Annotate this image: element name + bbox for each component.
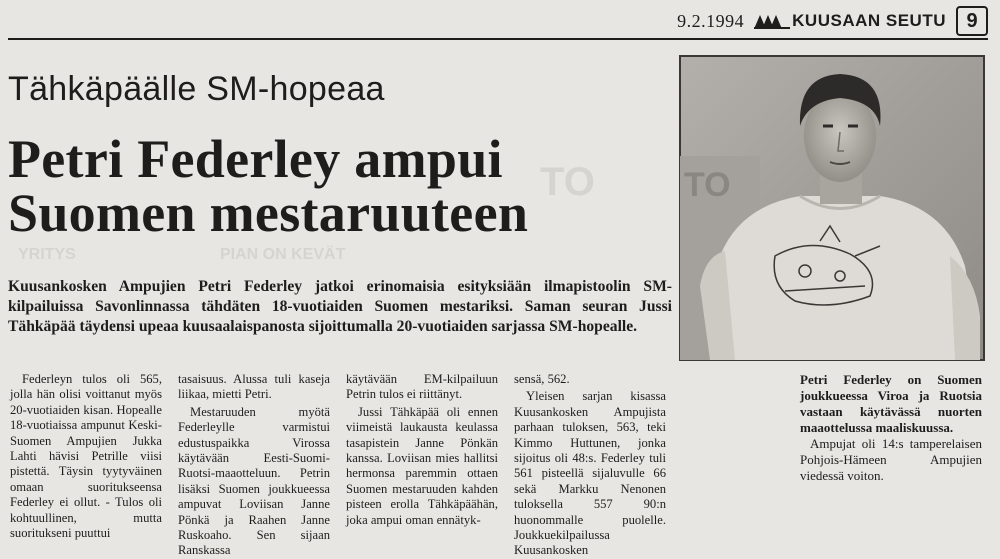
body-column-4: [514, 372, 666, 558]
paragraph: Yleisen sarjan kisassa Kuusankosken Ampujista parhaan tuloksen, 563, teki Kimmo Huttunen, jonka sijoitus oli 48:s. Federley tuli 561 pisteellä sijaluvulle 66 sekä Markku Nenonen tuloksella 557 90:n huonommalle puolelle. Joukkuekilpailussa Kuusankosken: [514, 389, 666, 558]
article-headline: [8, 129, 678, 243]
paragraph: Federleyn tulos oli 565, jolla hän olisi voittanut myös 20-vuotiaiden kisan. Hopealle 18-vuotiaissa ampunut Keski-Suomen Ampujien Jukka Lahti hävisi Petrille viisi pistettä. Täysin tyytyväinen omaan suoritukseensa Federley ei ollut. - Tulos oli kohtuullinen, mutta suoritukseni puuttui: [10, 372, 162, 541]
paper-logo: [754, 11, 946, 31]
body-column-3: [346, 372, 498, 527]
logo-mark-icon: [754, 12, 790, 30]
article-lead: Kuusankosken Ampujien Petri Federley jatkoi erinomaisia esityksiään ilmapistoolin SM-kilpailuissa Savonlinnassa tähdäten 18-vuotiaiden Suomen mestariksi. Saman seuran Jussi Tähkäpää täydensi upeaa kuusaalaispanosta sijoittumalla 20-vuotiaiden sarjassa SM-hopealle.: [8, 278, 672, 335]
masthead-rule: [8, 38, 988, 40]
masthead: [677, 6, 988, 36]
svg-text:TO: TO: [684, 166, 731, 204]
paragraph: Mestaruuden myötä Federleylle varmistui edustuspaikka Virossa käytävään Eesti-Suomi-Ruotsi-maaotteluun. Petrin lisäksi Suomen joukkueessa ampuvat Loviisan Janne Pönkä ja Raahen Janne Ruskoaho. Sen sijaan Ranskassa: [178, 404, 330, 558]
paragraph: tasaisuus. Alussa tuli kaseja liikaa, mietti Petri.: [178, 372, 330, 402]
page-number: 9: [956, 6, 988, 36]
paragraph: sensä, 562.: [514, 372, 570, 386]
issue-date: 9.2.1994: [677, 10, 745, 31]
newspaper-page: 9.2.1994 KUUSAAN SEUTU 9 TO YRITYS PIAN ON KEVÄT Tähkäpäälle SM-hopeaa Petri Federley ampui Suomen mestaruuteen Kuusankosken Ampujien Petri Federley jatkoi erinomaisia esityksiään ilmapistoolin SM-kilpailuissa Savonlinnassa tähdäten 18-vuotiaiden Suomen mestariksi. Saman seuran Jussi Tähkäpää täydensi upeaa kuusaalaispanosta sijoittumalla 20-vuotiaiden sarjassa SM-hopealle. Federleyn tulos oli 565, jolla hän olisi voittanut myös 20-vuotiaiden kisan. Hopealle 18-vuotiaissa ampunut Keski-Suomen Ampujien Jukka Lahti hävisi Petrille viisi pistettä. Täysin tyytyväinen omaan suoritukseensa Federley ei ollut. - Tulos oli kohtuullinen, mutta suoritukseni puuttui tasaisuus. Alussa tuli kaseja liikaa, mietti Petri. Mestaruuden myötä Federleylle varmistui edustuspaikka Virossa käytävään Eesti-Suomi-Ruotsi-maaotteluun. Petrin lisäksi Suomen joukkueessa ampuvat Loviisan Janne Pönkä ja Raahen Janne Ruskoaho. Sen sijaan Ranskassa käytävään EM-kilpailuun Petrin tulos ei riittänyt. Jussi Tähkäpää oli ennen viimeistä laukausta keulassa tasapistein Janne Pönkän kanssa. Loviisan mies hallitsi hermonsa paremmin ottaen Suomen mestaruuden kahden pisteen erolla Tähkäpäähän, joka ampui oman ennätyk- sensä, 562. Yleisen sarjan kisassa Kuusankosken Ampujista parhaan tuloksen, 563, teki Kimmo Huttunen, jonka sijoitus oli 48:s. Federley tuli 561 pisteellä sijaluvulle 66 sekä Markku Nenonen tuloksella 557 90:n huonommalle puolelle. Joukkuekilpailussa Kuusankosken TO Petri Federley on Suomen joukkueessa Viroa ja Ruotsia vastaan käytävässä nuorten maaottelussa maaliskuussa. Ampujat oli 14:s tamperelaisen Pohjois-Hämeen Ampujien viedessä voiton.: [0, 0, 1000, 502]
caption-bold: Petri Federley on Suomen joukkueessa Viroa ja Ruotsia vastaan käytävässä nuorten maaottelussa maaliskuussa.: [800, 372, 982, 435]
paragraph: Jussi Tähkäpää oli ennen viimeistä laukausta keulassa tasapistein Janne Pönkän kanssa. Loviisan mies hallitsi hermonsa paremmin ottaen Suomen mestaruuden kahden pisteen erolla Tähkäpäähän, joka ampui oman ennätyk-: [346, 404, 498, 527]
body-column-2: [178, 372, 330, 558]
headline-line-1: Petri Federley ampui: [8, 129, 503, 189]
paper-name: KUUSAAN SEUTU: [792, 11, 946, 30]
caption-text: Ampujat oli 14:s tamperelaisen Pohjois-Hämeen Ampujien viedessä voiton.: [800, 436, 982, 483]
portrait-photo: [680, 56, 984, 360]
body-column-1: [10, 372, 162, 541]
photo-caption: [800, 372, 982, 484]
headline-line-2: Suomen mestaruuteen: [8, 183, 529, 243]
paragraph: käytävään EM-kilpailuun Petrin tulos ei riittänyt.: [346, 372, 498, 402]
article-kicker: Tähkäpäälle SM-hopeaa: [8, 70, 385, 108]
